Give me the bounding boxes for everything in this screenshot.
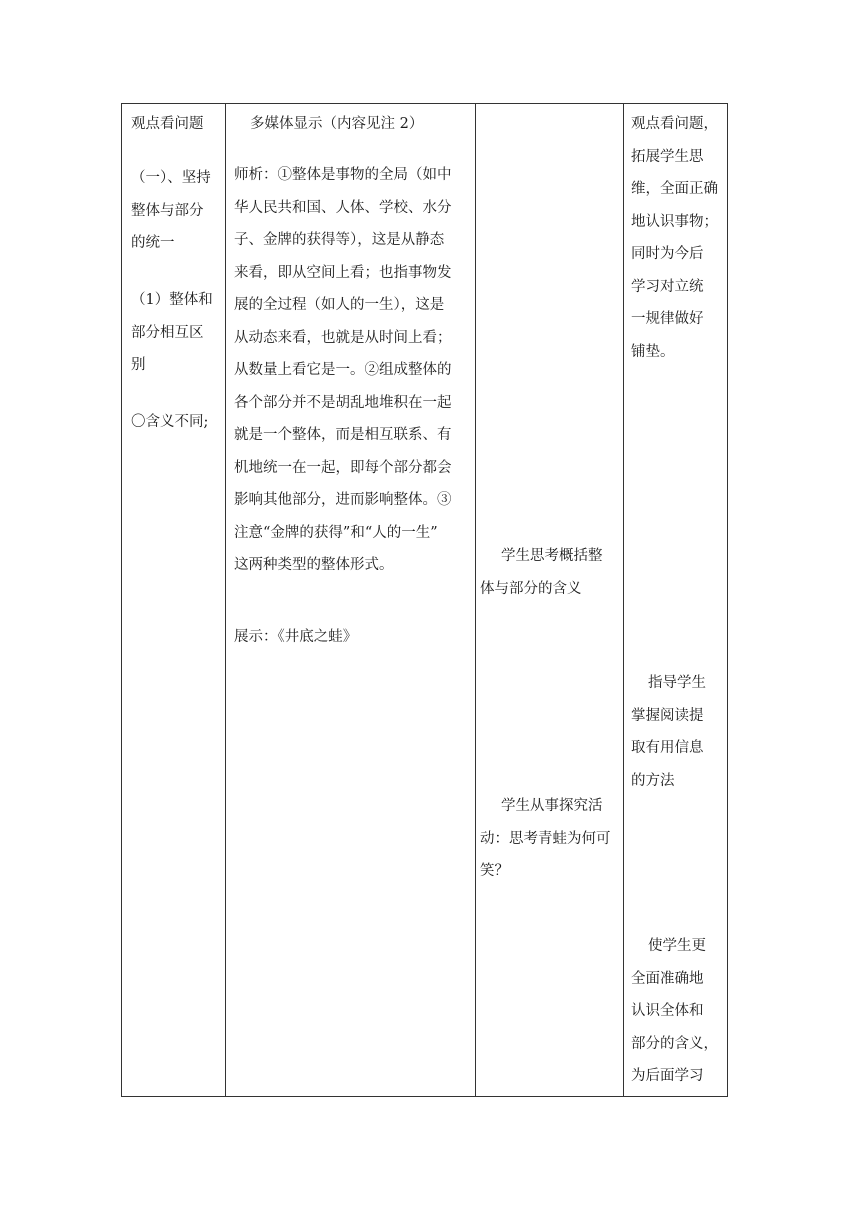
media-display-note: 多媒体显示（内容见注 2） [250,116,424,132]
design-intent: 指导学生 掌握阅读提 取有用信息 的方法 [631,675,706,789]
content-paragraph: 〇含义不同; [131,414,209,430]
content-paragraph: 观点看问题 [131,116,204,132]
section-heading: （一）、坚持 整体与部分 的统一 [131,170,211,251]
teacher-activity-column [226,104,475,1096]
content-column [122,104,225,1096]
student-activity: 学生从事探究活 动：思考青蛙为何可 笑？ [480,798,611,879]
design-intent: 使学生更 全面准确地 认识全体和 部分的含义， 为后面学习 [631,938,718,1084]
student-activity: 学生思考概括整 体与部分的含义 [480,548,603,597]
teacher-analysis: 师析：①整体是事物的全局（如中 华人民共和国、人体、学校、水分 子、金牌的获得等），这是从静态 来看，即从空间上看；也指事物发 展的全过程（如人的一生），这是 从动态来看，也就是从时间上看； 从数量上看它是一。②组成整体的 各个部分并不是胡乱地堆积在一起 就是一个整体，而是相互联系、有 机地统一在一起，即每个部分都会 影响其他部分，进而影响整体。③ 注意“金牌的获得”和“人的一生” 这两种类型的整体形式。 [234,167,452,573]
design-intent: 观点看问题， 拓展学生思 维，全面正确 地认识事物； 同时为今后 学习对立统 一规律做好 铺垫。 [631,116,718,360]
subsection-heading: （1）整体和 部分相互区 别 [131,292,213,373]
design-intent-column [624,104,727,1096]
lesson-plan-table [121,103,728,1097]
show-story-note: 展示：《井底之蛙》 [234,629,358,645]
student-activity-column [476,104,623,1096]
